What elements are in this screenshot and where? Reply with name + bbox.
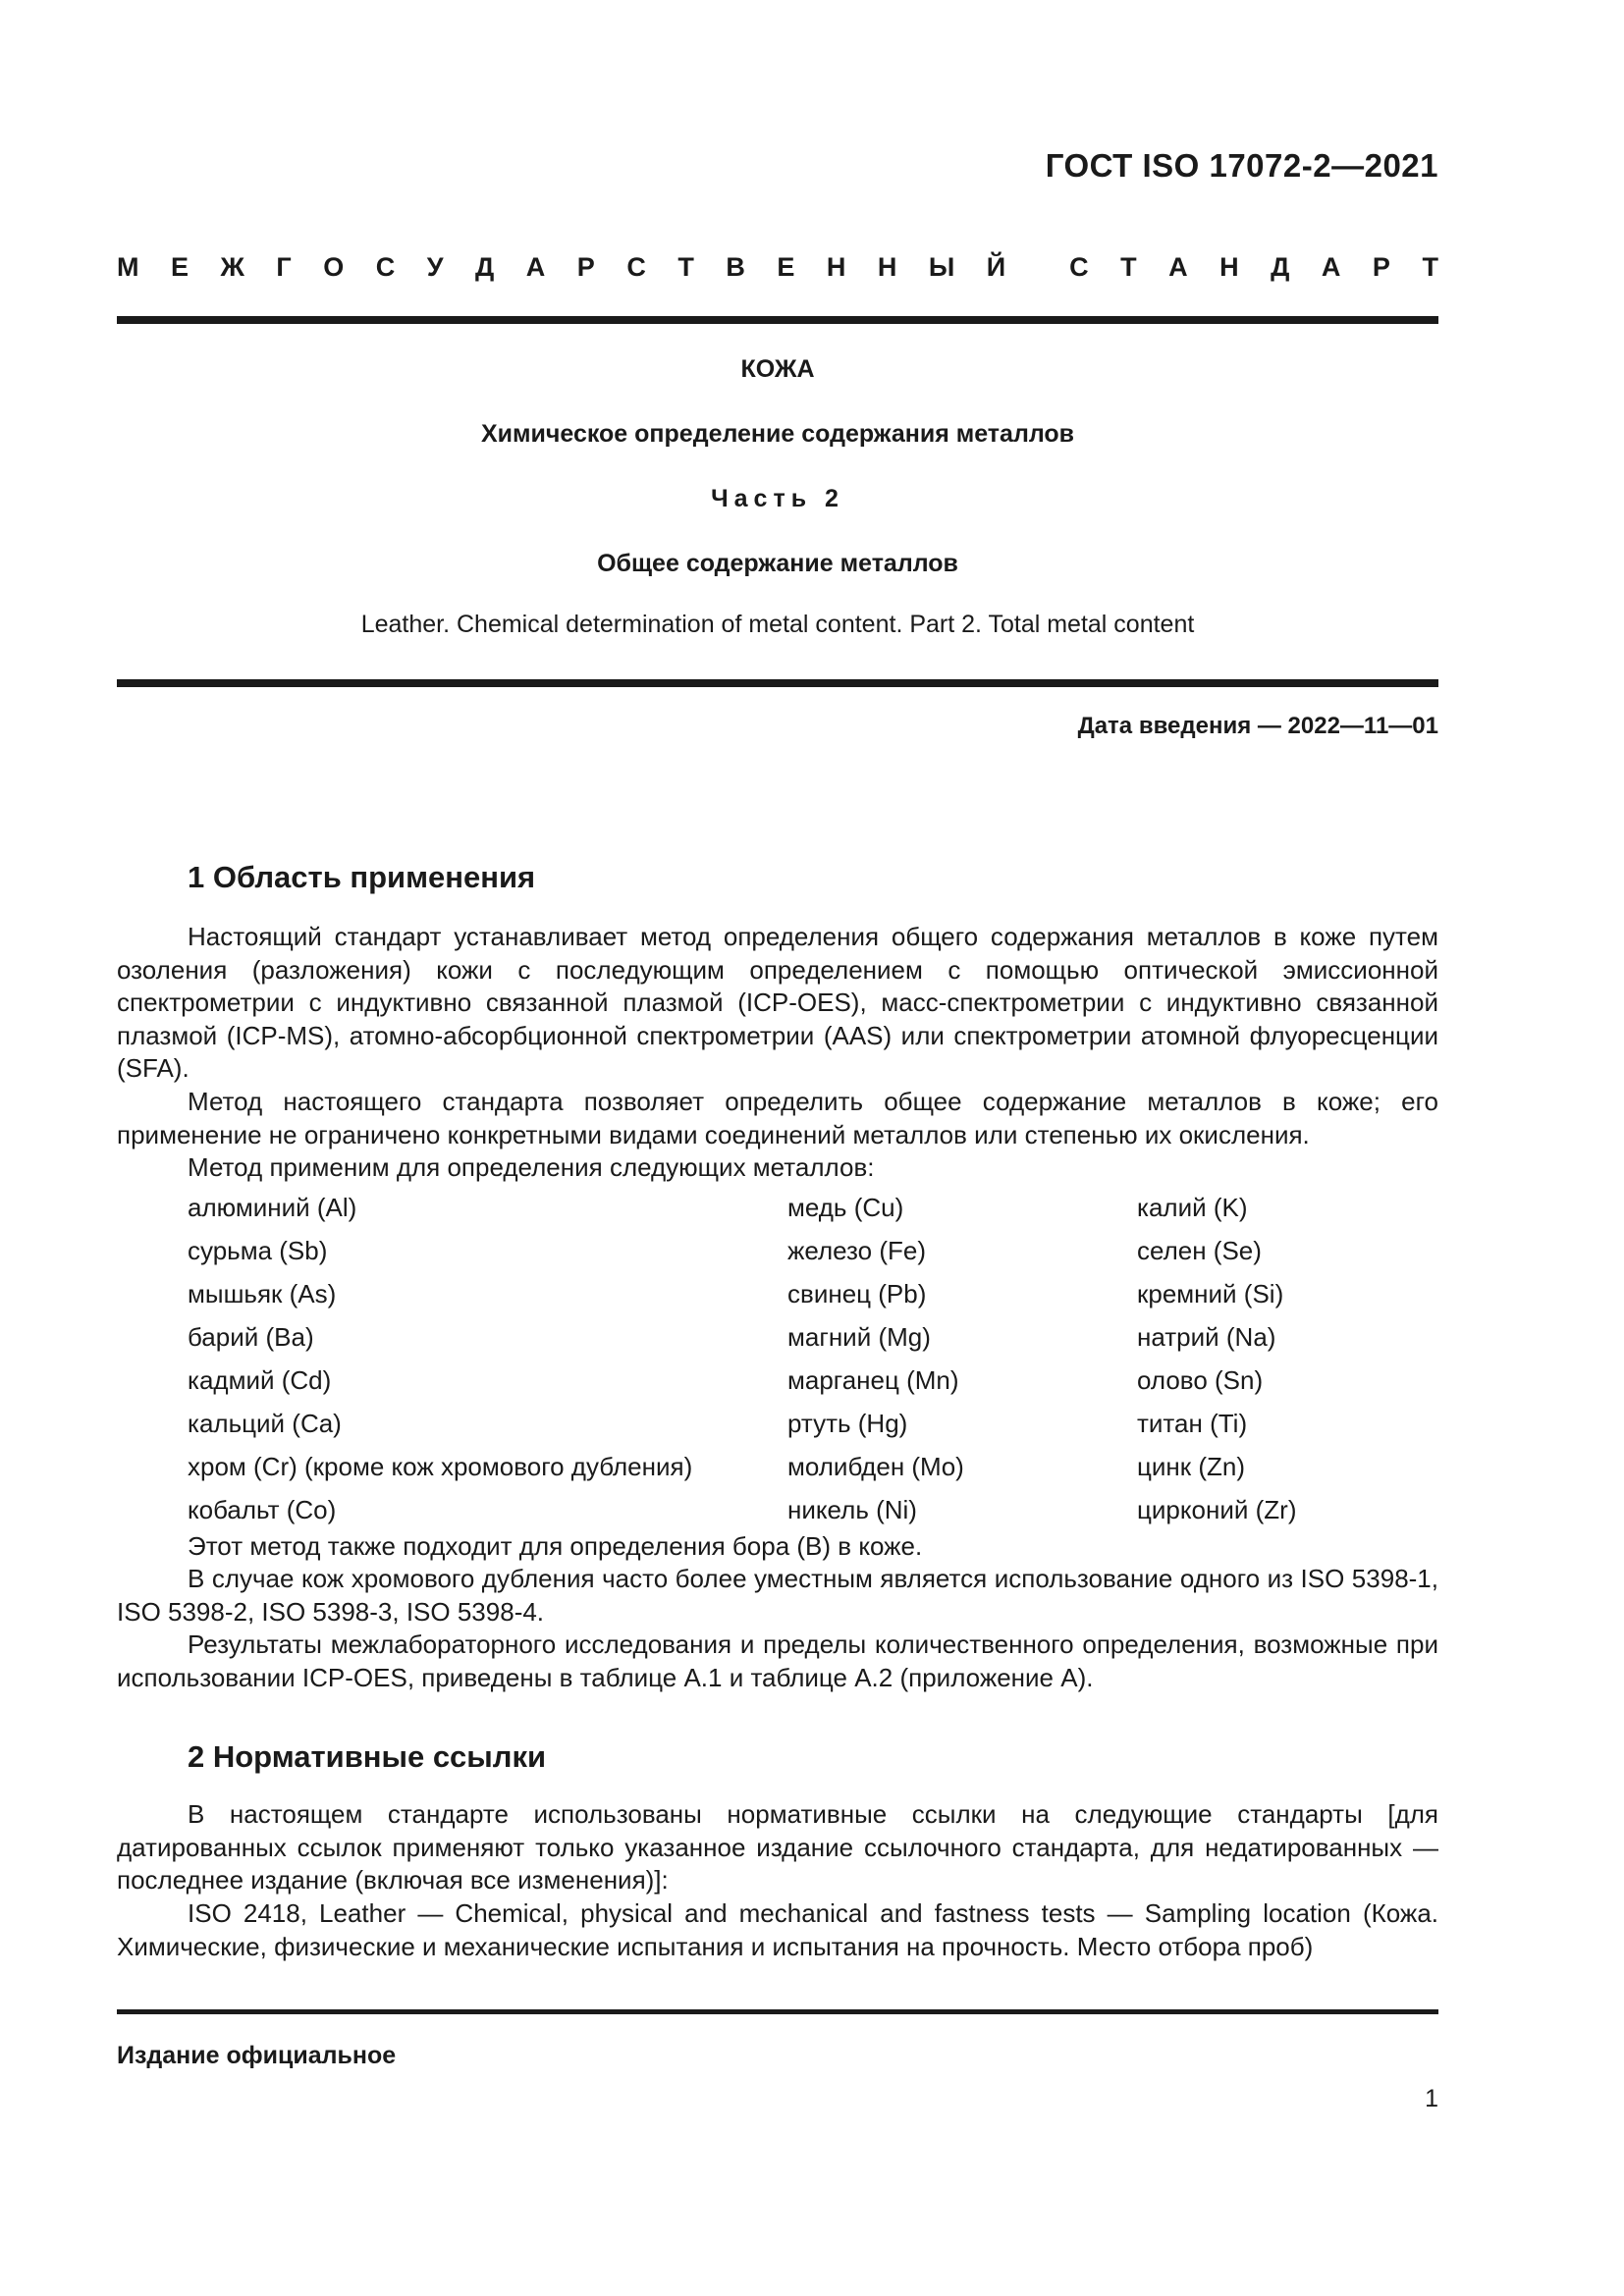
section-2-heading: 2 Нормативные ссылки — [188, 1739, 547, 1774]
metals-row — [188, 1229, 1438, 1272]
heading-letter: Ы — [928, 252, 955, 282]
metal-item: барий (Ba) — [188, 1321, 314, 1352]
metal-item: калий (K) — [1137, 1192, 1248, 1222]
metal-item: кремний (Si) — [1137, 1278, 1284, 1308]
title-english: Leather. Chemical determination of metal content. Part 2. Total metal content — [360, 611, 1195, 638]
metal-item: алюминий (Al) — [188, 1192, 357, 1222]
title-part: Часть 2 — [711, 485, 844, 512]
section-1-paragraph: Настоящий стандарт устанавливает метод определения общего содержания металлов в коже путем озоления (разложения) кожи с последующим определением с помощью оптической эмиссионной спектрометрии с индуктивно связанной плазмой (ICP-OES), масс-спектрометрии с индуктивно связанной плазмой (ICP-MS), атомно-абсорбционной спектрометрии (AAS) или спектрометрии атомной флуоресценции (SFA). — [117, 922, 1438, 1083]
section-1-paragraph: Метод применим для определения следующих металлов: — [188, 1152, 875, 1182]
top-rule — [117, 316, 1438, 324]
title-part-name: Общее содержание металлов — [597, 550, 958, 577]
heading-letter: Д — [475, 252, 495, 282]
heading-letter: У — [426, 252, 444, 282]
metals-row — [188, 1315, 1438, 1359]
metal-item: хром (Cr) (кроме кож хромового дубления) — [188, 1451, 693, 1481]
metal-item: цинк (Zn) — [1137, 1451, 1246, 1481]
metal-item: молибден (Mo) — [787, 1451, 964, 1481]
metal-item: железо (Fe) — [787, 1235, 927, 1265]
metal-item: магний (Mg) — [787, 1321, 931, 1352]
metal-item: никель (Ni) — [787, 1494, 917, 1524]
heading-letter: О — [323, 252, 345, 282]
heading-letter: Т — [1120, 252, 1137, 282]
heading-letter: Ж — [220, 252, 244, 282]
metal-item: олово (Sn) — [1137, 1364, 1264, 1395]
title-rule — [117, 679, 1438, 687]
metal-item: медь (Cu) — [787, 1192, 904, 1222]
page-number: 1 — [1425, 2085, 1438, 2112]
heading-letter: Д — [1271, 252, 1290, 282]
section-1-paragraph: Метод настоящего стандарта позволяет определить общее содержание металлов в коже; его применение не ограничено конкретными видами соединений металлов или степенью их окисления. — [117, 1087, 1438, 1149]
metal-item: натрий (Na) — [1137, 1321, 1276, 1352]
section-1-paragraph: Этот метод также подходит для определения бора (B) в коже. — [188, 1531, 923, 1561]
interstate-standard-heading — [117, 252, 1438, 283]
metal-item: титан (Ti) — [1137, 1408, 1248, 1438]
metal-item: ртуть (Hg) — [787, 1408, 908, 1438]
heading-letter: Г — [276, 252, 292, 282]
metal-item: цирконий (Zr) — [1137, 1494, 1297, 1524]
metal-item: мышьяк (As) — [188, 1278, 337, 1308]
heading-letter: Е — [777, 252, 795, 282]
heading-letter: С — [1069, 252, 1089, 282]
heading-letter: Н — [877, 252, 897, 282]
heading-letter: С — [626, 252, 646, 282]
metals-list — [188, 1186, 1438, 1531]
heading-letter: С — [375, 252, 396, 282]
section-1-paragraph: Результаты межлабораторного исследования и пределы количественного определения, возможные при использовании ICP-OES, приведены в таблице A.1 и таблице A.2 (приложение A). — [117, 1629, 1438, 1692]
title-subtitle: Химическое определение содержания металлов — [480, 420, 1075, 448]
heading-letter: Й — [986, 252, 1006, 282]
heading-letter: Р — [1372, 252, 1390, 282]
section-2-reference: ISO 2418, Leather — Chemical, physical and mechanical and fastness tests — Sampling location (Кожа. Химические, физические и механические испытания и испытания на прочность. Место отбора проб) — [117, 1898, 1438, 1961]
heading-letter: М — [117, 252, 139, 282]
metal-item: селен (Se) — [1137, 1235, 1262, 1265]
heading-letter: Т — [1422, 252, 1438, 282]
heading-letter: Н — [1219, 252, 1239, 282]
heading-letter: А — [1168, 252, 1188, 282]
metals-row — [188, 1445, 1438, 1488]
metals-row — [188, 1488, 1438, 1531]
section-2-paragraph: В настоящем стандарте использованы нормативные ссылки на следующие стандарты [для датированных ссылок применяют только указанное издание ссылочного стандарта, для недатированных — последнее издание (включая все изменения)]: — [117, 1799, 1438, 1895]
heading-letter: В — [726, 252, 745, 282]
metal-item: свинец (Pb) — [787, 1278, 927, 1308]
heading-letter: А — [525, 252, 546, 282]
heading-letter: Р — [576, 252, 595, 282]
section-1-paragraph: В случае кож хромового дубления часто более уместным является использование одного из ISO 5398-1, ISO 5398-2, ISO 5398-3, ISO 5398-4. — [117, 1564, 1438, 1627]
metals-row — [188, 1402, 1438, 1445]
title-main: КОЖА — [740, 355, 815, 383]
metals-row — [188, 1359, 1438, 1402]
heading-letter: Т — [677, 252, 694, 282]
section-1-heading: 1 Область применения — [188, 860, 536, 894]
metal-item: кадмий (Cd) — [188, 1364, 332, 1395]
heading-letter: Е — [171, 252, 189, 282]
metals-row — [188, 1272, 1438, 1315]
metal-item: кобальт (Co) — [188, 1494, 337, 1524]
metals-row — [188, 1186, 1438, 1229]
official-edition-label: Издание официальное — [117, 2042, 397, 2069]
heading-letter: А — [1321, 252, 1341, 282]
heading-letter: Н — [826, 252, 846, 282]
metal-item: сурьма (Sb) — [188, 1235, 328, 1265]
metal-item: кальций (Ca) — [188, 1408, 342, 1438]
introduction-date: Дата введения — 2022—11—01 — [1077, 713, 1438, 739]
metal-item: марганец (Mn) — [787, 1364, 959, 1395]
document-code: ГОСТ ISO 17072-2—2021 — [1045, 147, 1438, 184]
footer-rule — [117, 2009, 1438, 2014]
